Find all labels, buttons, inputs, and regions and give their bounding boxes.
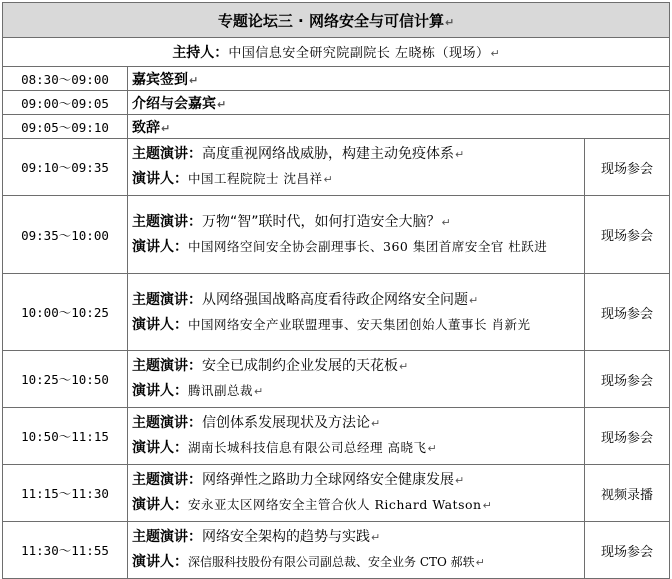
talk-speaker: 湖南长城科技信息有限公司总经理 高晓飞 xyxy=(188,440,427,455)
talk-row xyxy=(3,351,670,408)
speaker-label: 演讲人： xyxy=(132,497,188,513)
speaker-label: 演讲人： xyxy=(132,316,188,333)
time-cell: 11:15～11:30 xyxy=(3,465,128,522)
talk-content: 主题演讲：高度重视网络战威胁，构建主动免疫体系↵ 演讲人：中国工程院院士 沈昌祥↵ xyxy=(128,139,585,196)
speaker-label: 演讲人： xyxy=(132,554,188,570)
host-label: 主持人： xyxy=(172,45,229,61)
talk-speaker: 安永亚太区网络安全主管合伙人 Richard Watson xyxy=(188,497,482,512)
talk-row xyxy=(3,196,670,274)
talk-content: 主题演讲：从网络强国战略高度看待政企网络安全问题↵ 演讲人：中国网络安全产业联盟理事、安天集团创始人董事长 肖新光 xyxy=(128,274,585,351)
forum-schedule-table xyxy=(2,2,670,579)
time-cell: 09:00～09:05 xyxy=(3,91,128,115)
topic-label: 主题演讲： xyxy=(132,146,202,162)
agenda-item: 嘉宾签到↵ xyxy=(128,67,670,91)
attendance-mode: 现场参会 xyxy=(585,522,670,579)
talk-topic: 万物“智”联时代，如何打造安全大脑？ xyxy=(202,214,441,230)
talk-content: 主题演讲：信创体系发展现状及方法论↵ 演讲人：湖南长城科技信息有限公司总经理 高晓飞↵ xyxy=(128,408,585,465)
talk-topic: 信创体系发展现状及方法论 xyxy=(202,415,370,431)
topic-label: 主题演讲： xyxy=(132,214,202,230)
talk-content: 主题演讲：万物“智”联时代，如何打造安全大脑？↵ 演讲人：中国网络空间安全协会副理事长、360 集团首席安全官 杜跃进 xyxy=(128,196,585,274)
speaker-label: 演讲人： xyxy=(132,239,188,255)
talk-topic: 安全已成制约企业发展的天花板 xyxy=(202,358,398,374)
talk-topic: 高度重视网络战威胁，构建主动免疫体系 xyxy=(202,146,454,162)
time-cell: 11:30～11:55 xyxy=(3,522,128,579)
talk-topic: 网络安全架构的趋势与实践 xyxy=(202,529,370,545)
topic-label: 主题演讲： xyxy=(132,529,202,545)
time-cell: 10:00～10:25 xyxy=(3,274,128,351)
topic-label: 主题演讲： xyxy=(132,291,202,308)
schedule-row-speech xyxy=(3,115,670,139)
talk-row xyxy=(3,522,670,579)
topic-label: 主题演讲： xyxy=(132,358,202,374)
schedule-row-checkin xyxy=(3,67,670,91)
attendance-mode: 现场参会 xyxy=(585,139,670,196)
agenda-item: 致辞↵ xyxy=(128,115,670,139)
talk-content: 主题演讲：安全已成制约企业发展的天花板↵ 演讲人：腾讯副总裁↵ xyxy=(128,351,585,408)
talk-speaker: 中国网络安全产业联盟理事、安天集团创始人董事长 肖新光 xyxy=(188,316,531,332)
talk-speaker: 中国网络空间安全协会副理事长、360 集团首席安全官 杜跃进 xyxy=(188,239,548,254)
agenda-item: 介绍与会嘉宾↵ xyxy=(128,91,670,115)
speaker-label: 演讲人： xyxy=(132,440,188,456)
time-cell: 09:05～09:10 xyxy=(3,115,128,139)
attendance-mode: 现场参会 xyxy=(585,196,670,274)
talk-row xyxy=(3,274,670,351)
talk-row xyxy=(3,408,670,465)
talk-content: 主题演讲：网络弹性之路助力全球网络安全健康发展↵ 演讲人：安永亚太区网络安全主管合伙人 Richard Watson↵ xyxy=(128,465,585,522)
attendance-mode: 现场参会 xyxy=(585,351,670,408)
attendance-mode: 视频录播 xyxy=(585,465,670,522)
talk-speaker: 中国工程院院士 沈昌祥 xyxy=(188,171,323,186)
speaker-label: 演讲人： xyxy=(132,383,188,399)
topic-label: 主题演讲： xyxy=(132,472,202,488)
talk-content: 主题演讲：网络安全架构的趋势与实践↵ 演讲人：深信服科技股份有限公司副总裁、安全业务 CTO 郝轶↵ xyxy=(128,522,585,579)
time-cell: 10:50～11:15 xyxy=(3,408,128,465)
talk-row xyxy=(3,465,670,522)
attendance-mode: 现场参会 xyxy=(585,274,670,351)
talk-row xyxy=(3,139,670,196)
title-row xyxy=(3,3,670,38)
schedule-row-intro xyxy=(3,91,670,115)
speaker-label: 演讲人： xyxy=(132,171,188,187)
talk-topic: 网络弹性之路助力全球网络安全健康发展 xyxy=(202,472,454,488)
host-cell: 主持人：中国信息安全研究院副院长 左晓栋（现场）↵ xyxy=(3,38,670,67)
talk-speaker: 腾讯副总裁 xyxy=(188,383,254,398)
talk-speaker: 深信服科技股份有限公司副总裁、安全业务 CTO 郝轶 xyxy=(188,555,475,569)
time-cell: 08:30～09:00 xyxy=(3,67,128,91)
host-row xyxy=(3,38,670,67)
time-cell: 09:10～09:35 xyxy=(3,139,128,196)
attendance-mode: 现场参会 xyxy=(585,408,670,465)
time-cell: 10:25～10:50 xyxy=(3,351,128,408)
forum-title: 专题论坛三 · 网络安全与可信计算↵ xyxy=(3,3,670,38)
host-value: 中国信息安全研究院副院长 左晓栋（现场） xyxy=(228,46,490,61)
topic-label: 主题演讲： xyxy=(132,415,202,431)
time-cell: 09:35～10:00 xyxy=(3,196,128,274)
talk-topic: 从网络强国战略高度看待政企网络安全问题 xyxy=(202,291,468,308)
